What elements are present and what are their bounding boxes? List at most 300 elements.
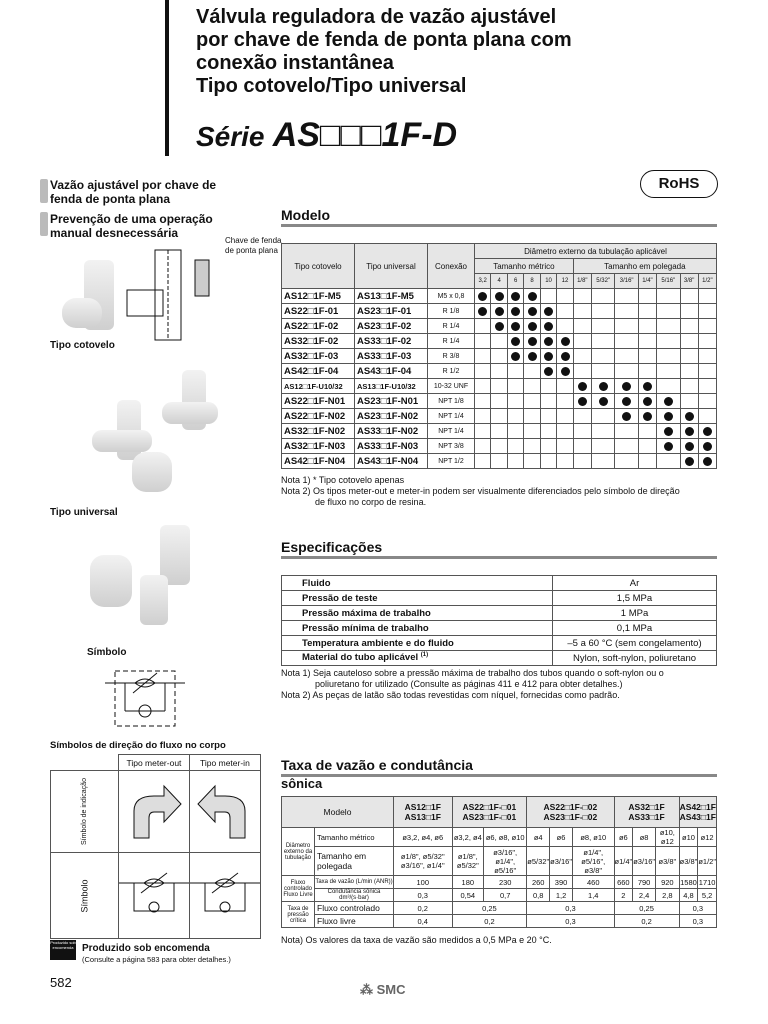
applicable-dot-icon: [528, 322, 537, 331]
size-cell: [638, 424, 656, 439]
indication-row-text: Símbolo de indicação: [80, 778, 88, 845]
feature-marker: [40, 212, 48, 236]
valve-symbol-icon: [190, 865, 260, 925]
model-row: [282, 409, 717, 424]
size-cell: [615, 394, 638, 409]
size-cell: [540, 439, 556, 454]
size-cell: [475, 409, 491, 424]
spec-key: Pressão máxima de trabalho: [282, 606, 553, 621]
flow-model-4-b: AS33□1F: [628, 812, 665, 822]
elbow-label: Tipo cotovelo: [50, 340, 115, 351]
model-connection: NPT 1/2: [428, 454, 475, 469]
spec-value: 0,1 MPa: [553, 621, 717, 636]
size-cell: [507, 334, 523, 349]
spec-row: [282, 621, 717, 636]
size-cell: [507, 409, 523, 424]
model-universal: AS33□1F-N03: [355, 439, 428, 454]
flow-meter-in-header: Tipo meter-in: [189, 755, 260, 771]
flow-cell: ø6, ø8, ø10: [484, 828, 527, 847]
size-cell: [698, 289, 716, 304]
model-elbow: AS22□1F-N01: [282, 394, 355, 409]
col-connection: Conexão: [428, 244, 475, 289]
size-cell: [638, 289, 656, 304]
size-cell: [657, 424, 680, 439]
flow-row-ctrl-label: Fluxo controlado: [315, 902, 394, 915]
size-cell: [491, 409, 507, 424]
flow-model-5-b: AS43□1F: [679, 812, 716, 822]
made-to-order-icon: Produzido sob encomenda: [50, 940, 76, 960]
flow-model-1: [394, 797, 453, 828]
size-cell: [615, 409, 638, 424]
size-cell: [475, 319, 491, 334]
size-cell: [524, 334, 540, 349]
size-header: 10: [540, 274, 556, 289]
size-cell: [475, 289, 491, 304]
flow-group-diam: Diâmetro externo da tubulação: [282, 828, 315, 876]
applicable-dot-icon: [544, 322, 553, 331]
size-cell: [475, 334, 491, 349]
size-cell: [698, 364, 716, 379]
model-elbow: AS32□1F-03: [282, 349, 355, 364]
size-cell: [680, 289, 698, 304]
size-cell: [573, 409, 591, 424]
applicable-dot-icon: [495, 322, 504, 331]
model-elbow: AS12□1F-M5: [282, 289, 355, 304]
size-cell: [591, 424, 614, 439]
valve-symbol-icon: [119, 865, 189, 925]
applicable-dot-icon: [578, 397, 587, 406]
size-cell: [591, 409, 614, 424]
size-cell: [491, 334, 507, 349]
size-cell: [615, 379, 638, 394]
flow-heading-cont: sônica: [281, 776, 323, 791]
flow-cell: ø8, ø10: [572, 828, 614, 847]
applicable-dot-icon: [544, 337, 553, 346]
flow-arrow-icon: [190, 776, 260, 846]
flow-cell: 0,2: [394, 902, 453, 915]
size-cell: [680, 379, 698, 394]
size-cell: [573, 334, 591, 349]
spec-notes: [281, 668, 721, 701]
spec-heading-rule: [281, 556, 717, 559]
flow-row-ctrl: [282, 902, 717, 915]
flow-cell: 1,2: [550, 889, 573, 902]
flow-cell: ø3/16": [550, 847, 573, 876]
size-cell: [591, 454, 614, 469]
size-cell: [638, 409, 656, 424]
applicable-dot-icon: [685, 442, 694, 451]
spec-value: Ar: [553, 576, 717, 591]
flow-cell: 0,3: [679, 915, 716, 928]
spec-heading: Especificações: [281, 539, 383, 555]
size-cell: [475, 349, 491, 364]
size-cell: [615, 319, 638, 334]
model-universal: AS23□1F-N01: [355, 394, 428, 409]
size-cell: [615, 334, 638, 349]
model-elbow: AS42□1F-04: [282, 364, 355, 379]
flow-cell: 0,3: [679, 902, 716, 915]
model-row: [282, 424, 717, 439]
flow-cell: ø12: [698, 828, 717, 847]
applicable-dot-icon: [599, 382, 608, 391]
size-cell: [615, 439, 638, 454]
size-cell: [573, 289, 591, 304]
size-cell: [557, 454, 573, 469]
flow-group-crit: Taxa de pressão crítica: [282, 902, 315, 928]
flow-model-5-a: AS42□1F: [679, 802, 716, 812]
series-title: [196, 116, 457, 155]
model-elbow: AS22□1F-01: [282, 304, 355, 319]
size-cell: [657, 289, 680, 304]
model-connection: M5 x 0,8: [428, 289, 475, 304]
size-cell: [540, 394, 556, 409]
size-cell: [615, 424, 638, 439]
model-row: [282, 319, 717, 334]
size-cell: [591, 439, 614, 454]
size-cell: [615, 364, 638, 379]
size-cell: [524, 319, 540, 334]
page-title: [196, 6, 756, 98]
flow-symbols-title: Símbolos de direção do fluxo no corpo: [50, 740, 226, 751]
spec-note-2: Nota 2) As peças de latão são todas revestidas com níquel, fornecidas como padrão.: [281, 690, 620, 700]
flow-cell: ø1/4": [614, 847, 633, 876]
applicable-dot-icon: [561, 337, 570, 346]
col-inch: Tamanho em polegada: [573, 259, 716, 274]
size-cell: [638, 454, 656, 469]
size-cell: [557, 289, 573, 304]
flow-cell: 2,4: [633, 889, 656, 902]
flow-model-4: [614, 797, 679, 828]
flow-cell: 1580: [680, 877, 697, 887]
size-cell: [507, 394, 523, 409]
size-cell: [680, 394, 698, 409]
size-header: 1/8": [573, 274, 591, 289]
universal-label: Tipo universal: [50, 507, 118, 518]
size-cell: [524, 304, 540, 319]
col-metric: Tamanho métrico: [475, 259, 574, 274]
flow-model-3: [527, 797, 614, 828]
size-cell: [540, 364, 556, 379]
flow-cell: 0,4: [394, 915, 453, 928]
applicable-dot-icon: [643, 412, 652, 421]
size-header: 3/8": [680, 274, 698, 289]
size-cell: [591, 289, 614, 304]
size-cell: [507, 319, 523, 334]
model-universal: AS43□1F-04: [355, 364, 428, 379]
size-cell: [615, 304, 638, 319]
model-connection: R 1/2: [428, 364, 475, 379]
size-cell: [491, 439, 507, 454]
flow-cell: 2,8: [656, 889, 680, 902]
size-cell: [507, 349, 523, 364]
size-cell: [507, 364, 523, 379]
flow-symbols-table: [50, 754, 261, 939]
size-cell: [557, 364, 573, 379]
flow-model-2: [452, 797, 527, 828]
applicable-dot-icon: [578, 382, 587, 391]
model-note-2: Nota 2) Os tipos meter-out e meter-in podem ser visualmente diferenciados pelo símbolo de direção: [281, 486, 680, 496]
spec-table: [281, 575, 717, 666]
flow-cell: ø3/8": [679, 847, 698, 876]
size-cell: [507, 379, 523, 394]
model-universal: AS33□1F-03: [355, 349, 428, 364]
size-cell: [698, 439, 716, 454]
meter-in-symbol-cell: [189, 853, 260, 939]
size-cell: [475, 394, 491, 409]
size-cell: [557, 424, 573, 439]
spec-note-1: Nota 1) Seja cauteloso sobre a pressão máxima de trabalho dos tubos quando o soft-nylon ou o: [281, 668, 664, 678]
size-cell: [507, 454, 523, 469]
size-cell: [475, 364, 491, 379]
size-cell: [680, 304, 698, 319]
spec-row: [282, 636, 717, 651]
flow-cell: ø10, ø12: [656, 828, 680, 847]
size-header: 1/2": [698, 274, 716, 289]
spec-value: –5 a 60 °C (sem congelamento): [553, 636, 717, 651]
applicable-dot-icon: [664, 397, 673, 406]
spec-value: Nylon, soft-nylon, poliuretano: [553, 651, 717, 666]
applicable-dot-icon: [478, 307, 487, 316]
symbol-label: Símbolo: [87, 647, 127, 658]
rohs-badge: RoHS: [640, 170, 718, 198]
valve-symbol-icon: [105, 663, 185, 733]
size-cell: [540, 409, 556, 424]
size-cell: [475, 304, 491, 319]
flow-cell: 790: [633, 876, 656, 889]
size-cell: [524, 349, 540, 364]
flow-cell: ø1/8", ø5/32": [452, 847, 484, 876]
applicable-dot-icon: [643, 382, 652, 391]
model-row: [282, 439, 717, 454]
size-cell: [591, 394, 614, 409]
flow-cell: ø8: [633, 828, 656, 847]
size-cell: [540, 424, 556, 439]
model-elbow: AS32□1F-N03: [282, 439, 355, 454]
size-cell: [557, 439, 573, 454]
size-cell: [557, 349, 573, 364]
model-row: [282, 334, 717, 349]
flow-row-cond-label: Condutância sônica dm³/(s·bar): [315, 889, 394, 902]
spec-key: Temperatura ambiente e do fluido: [282, 636, 553, 651]
feature-2: Prevenção de uma operação manual desnecessária: [50, 212, 213, 240]
made-to-order-note: (Consulte a página 583 para obter detalhes.): [82, 955, 231, 964]
size-header: 12: [557, 274, 573, 289]
applicable-dot-icon: [685, 412, 694, 421]
size-cell: [540, 319, 556, 334]
size-cell: [591, 319, 614, 334]
size-cell: [507, 304, 523, 319]
size-cell: [698, 349, 716, 364]
flow-cell: ø3/16", ø1/4", ø5/16": [484, 847, 527, 876]
applicable-dot-icon: [664, 427, 673, 436]
screwdriver-callout: Chave de fenda de ponta plana: [225, 236, 282, 255]
size-cell: [524, 289, 540, 304]
size-cell: [657, 319, 680, 334]
size-cell: [491, 364, 507, 379]
size-cell: [491, 379, 507, 394]
flow-cell: 390: [550, 876, 573, 889]
size-cell: [491, 289, 507, 304]
size-cell: [698, 424, 716, 439]
flow-cell: 4,8: [679, 889, 698, 902]
applicable-dot-icon: [495, 307, 504, 316]
flow-cell: 920: [656, 876, 680, 889]
elbow-photo: [62, 260, 132, 340]
size-cell: [524, 424, 540, 439]
spec-value: 1,5 MPa: [553, 591, 717, 606]
model-table: [281, 243, 717, 469]
size-cell: [680, 364, 698, 379]
applicable-dot-icon: [511, 292, 520, 301]
flow-row-cond: [282, 889, 717, 902]
applicable-dot-icon: [528, 337, 537, 346]
flow-cell: ø3,2, ø4: [452, 828, 484, 847]
size-cell: [507, 289, 523, 304]
flow-row-inch: [282, 847, 717, 876]
meter-out-arrow-cell: [118, 771, 189, 853]
flow-arrow-icon: [119, 776, 189, 846]
size-cell: [524, 454, 540, 469]
flow-cell: 0,25: [452, 902, 527, 915]
applicable-dot-icon: [544, 367, 553, 376]
col-universal: Tipo universal: [355, 244, 428, 289]
model-row: [282, 289, 717, 304]
applicable-dot-icon: [599, 397, 608, 406]
size-cell: [540, 289, 556, 304]
size-cell: [698, 319, 716, 334]
flow-model-1-a: AS12□1F: [404, 802, 441, 812]
model-body: [282, 289, 717, 469]
model-row: [282, 364, 717, 379]
model-row: [282, 379, 717, 394]
series-code: AS□□□1F-D: [272, 116, 458, 154]
model-row: [282, 394, 717, 409]
size-cell: [615, 454, 638, 469]
flow-model-2-a: AS22□1F-□01: [462, 802, 517, 812]
made-to-order-label: Produzido sob encomenda: [82, 943, 210, 954]
size-cell: [638, 349, 656, 364]
flow-model-2-b: AS23□1F-□01: [462, 812, 517, 822]
size-cell: [475, 424, 491, 439]
flow-cell: 180: [452, 876, 484, 889]
meter-out-symbol-cell: [118, 853, 189, 939]
applicable-dot-icon: [622, 382, 631, 391]
size-header: 5/16": [657, 274, 680, 289]
size-cell: [657, 364, 680, 379]
size-cell: [573, 304, 591, 319]
size-header: 5/32": [591, 274, 614, 289]
size-header: 3/16": [615, 274, 638, 289]
model-note-2-cont: de fluxo no corpo de resina.: [315, 497, 427, 507]
size-cell: [698, 304, 716, 319]
flow-row-free-label: Fluxo livre: [315, 915, 394, 928]
applicable-dot-icon: [561, 352, 570, 361]
size-header: 1/4": [638, 274, 656, 289]
size-cell: [680, 349, 698, 364]
size-cell: [573, 319, 591, 334]
size-cell: [475, 454, 491, 469]
universal-photo: [92, 370, 232, 500]
size-cell: [491, 304, 507, 319]
size-cell: [680, 319, 698, 334]
applicable-dot-icon: [703, 427, 712, 436]
symbol-row-label: [51, 853, 119, 939]
flow-meter-out-header: Tipo meter-out: [118, 755, 189, 771]
size-cell: [573, 439, 591, 454]
size-cell: [680, 454, 698, 469]
size-cell: [615, 349, 638, 364]
spec-key-text: Material do tubo aplicável: [302, 652, 419, 664]
size-cell: [540, 334, 556, 349]
flow-cell: ø4: [527, 828, 550, 847]
model-universal: AS33□1F-02: [355, 334, 428, 349]
size-cell: [657, 454, 680, 469]
size-cell: [680, 439, 698, 454]
size-cell: [491, 394, 507, 409]
flow-group-rate: Fluxo controlado Fluxo Livre: [282, 876, 315, 902]
smc-logo-icon: ⁂: [360, 982, 377, 997]
spec-key: Pressão de teste: [282, 591, 553, 606]
size-cell: [657, 409, 680, 424]
size-cell: [615, 289, 638, 304]
flow-cell: 0,25: [614, 902, 679, 915]
model-heading-rule: [281, 224, 717, 227]
col-elbow: Tipo cotovelo: [282, 244, 355, 289]
size-cell: [573, 454, 591, 469]
size-header: 4: [491, 274, 507, 289]
elbow-section-drawing: [125, 240, 225, 345]
spec-key-sup: (1): [420, 652, 429, 659]
applicable-dot-icon: [685, 427, 694, 436]
model-row: [282, 349, 717, 364]
size-cell: [507, 424, 523, 439]
size-cell: [657, 304, 680, 319]
model-elbow: AS22□1F-02: [282, 319, 355, 334]
spec-key: Pressão mínima de trabalho: [282, 621, 553, 636]
flow-row-metric-label: Tamanho métrico: [315, 828, 394, 847]
size-cell: [657, 394, 680, 409]
model-row: [282, 304, 717, 319]
flow-cell: 0,3: [394, 889, 453, 902]
size-cell: [524, 364, 540, 379]
feature-marker: [40, 179, 48, 203]
size-cell: [491, 424, 507, 439]
size-cell: [557, 319, 573, 334]
size-cell: [657, 334, 680, 349]
size-cell: [591, 364, 614, 379]
applicable-dot-icon: [528, 307, 537, 316]
size-cell: [540, 304, 556, 319]
size-cell: [475, 379, 491, 394]
flow-cell: 0,2: [452, 915, 527, 928]
model-notes: [281, 475, 721, 508]
size-header: 3,2: [475, 274, 491, 289]
applicable-dot-icon: [703, 442, 712, 451]
size-header: 8: [524, 274, 540, 289]
applicable-dot-icon: [664, 442, 673, 451]
model-connection: R 3/8: [428, 349, 475, 364]
model-elbow: AS22□1F-N02: [282, 409, 355, 424]
size-cell: [638, 394, 656, 409]
flow-col-model: Modelo: [282, 797, 394, 828]
size-cell: [591, 334, 614, 349]
applicable-dot-icon: [643, 397, 652, 406]
applicable-dot-icon: [511, 322, 520, 331]
applicable-dot-icon: [703, 457, 712, 466]
series-prefix: Série: [196, 121, 265, 152]
model-universal: AS23□1F-N02: [355, 409, 428, 424]
size-cell: [638, 439, 656, 454]
